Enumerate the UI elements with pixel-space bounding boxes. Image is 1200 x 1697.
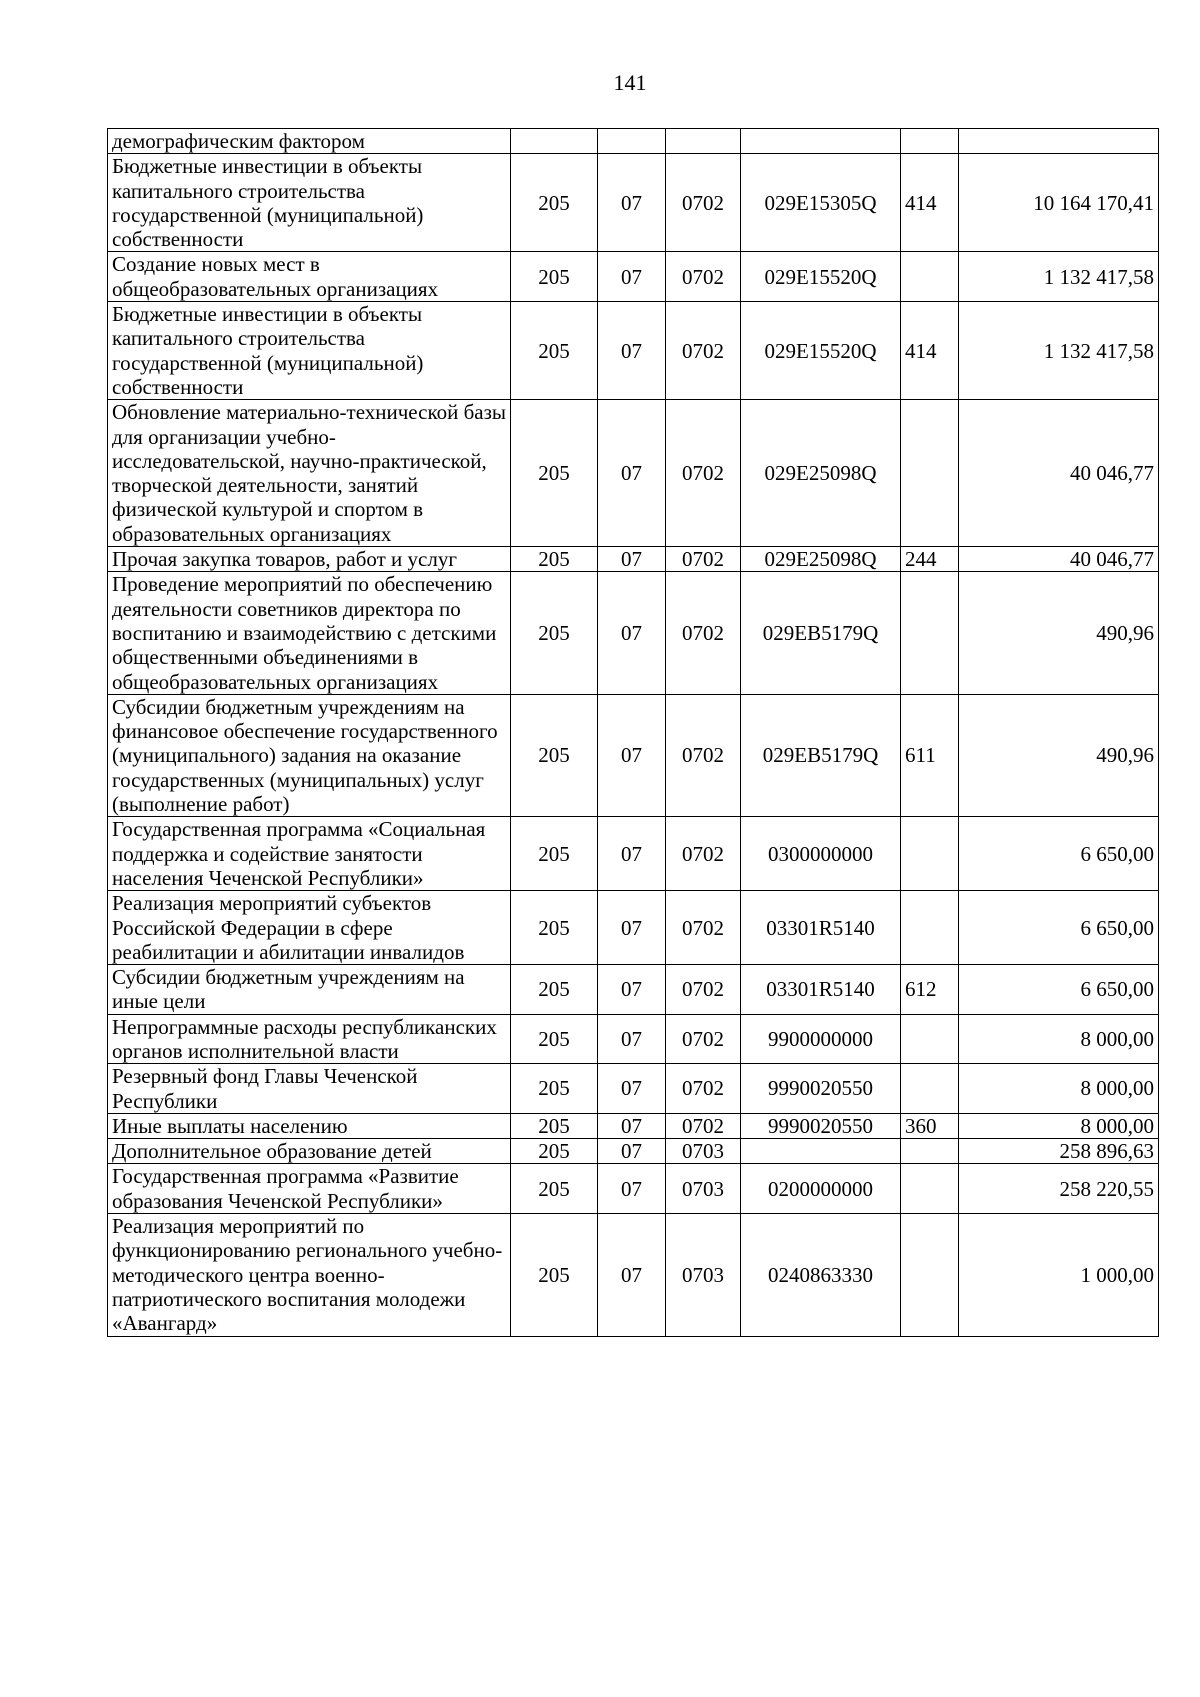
table-row	[108, 252, 1159, 302]
subsection-code-cell: 0702	[666, 154, 741, 252]
subsection-code-cell: 0702	[666, 817, 741, 891]
subsection-code-cell: 0702	[666, 400, 741, 547]
subsection-code-cell: 0702	[666, 302, 741, 400]
table-row	[108, 154, 1159, 252]
expense-type-cell	[901, 129, 959, 154]
section-code-cell: 07	[598, 154, 666, 252]
table-row	[108, 302, 1159, 400]
target-article-cell: 03301R5140	[741, 965, 901, 1015]
row-name-cell: Создание новых мест в общеобразовательных организациях	[108, 252, 511, 302]
grbs-code-cell: 205	[511, 252, 598, 302]
table-row	[108, 965, 1159, 1015]
amount-cell: 490,96	[959, 572, 1159, 694]
subsection-code-cell: 0702	[666, 1113, 741, 1138]
expense-type-cell	[901, 1064, 959, 1114]
grbs-code-cell: 205	[511, 547, 598, 572]
table-row	[108, 694, 1159, 816]
expense-type-cell: 414	[901, 154, 959, 252]
row-name-cell: Бюджетные инвестиции в объекты капитального строительства государственной (муниципальной) собственности	[108, 302, 511, 400]
amount-cell: 40 046,77	[959, 547, 1159, 572]
table-row	[108, 1064, 1159, 1114]
target-article-cell: 9900000000	[741, 1014, 901, 1064]
target-article-cell: 029E25098Q	[741, 547, 901, 572]
amount-cell: 8 000,00	[959, 1014, 1159, 1064]
expense-type-cell	[901, 1214, 959, 1336]
grbs-code-cell: 205	[511, 891, 598, 965]
target-article-cell: 03301R5140	[741, 891, 901, 965]
target-article-cell: 9990020550	[741, 1064, 901, 1114]
table-row	[108, 547, 1159, 572]
target-article-cell: 029EB5179Q	[741, 572, 901, 694]
subsection-code-cell: 0702	[666, 1064, 741, 1114]
section-code-cell	[598, 129, 666, 154]
grbs-code-cell: 205	[511, 694, 598, 816]
grbs-code-cell: 205	[511, 1214, 598, 1336]
expense-type-cell: 414	[901, 302, 959, 400]
grbs-code-cell: 205	[511, 572, 598, 694]
page-number: 141	[613, 70, 647, 95]
row-name-cell: Субсидии бюджетным учреждениям на иные цели	[108, 965, 511, 1015]
target-article-cell: 029EB5179Q	[741, 694, 901, 816]
amount-cell: 40 046,77	[959, 400, 1159, 547]
expense-type-cell	[901, 1014, 959, 1064]
row-name-cell: Субсидии бюджетным учреждениям на финансовое обеспечение государственного (муниципального) задания на оказание государственных (муниципальных) услуг (выполнение работ)	[108, 694, 511, 816]
grbs-code-cell: 205	[511, 817, 598, 891]
section-code-cell: 07	[598, 400, 666, 547]
amount-cell: 10 164 170,41	[959, 154, 1159, 252]
row-name-cell: Резервный фонд Главы Чеченской Республики	[108, 1064, 511, 1114]
section-code-cell: 07	[598, 1064, 666, 1114]
subsection-code-cell: 0702	[666, 547, 741, 572]
grbs-code-cell: 205	[511, 1139, 598, 1164]
expense-type-cell	[901, 891, 959, 965]
subsection-code-cell: 0702	[666, 572, 741, 694]
expense-type-cell: 360	[901, 1113, 959, 1138]
row-name-cell: Прочая закупка товаров, работ и услуг	[108, 547, 511, 572]
grbs-code-cell: 205	[511, 1164, 598, 1214]
amount-cell: 1 132 417,58	[959, 302, 1159, 400]
amount-cell: 6 650,00	[959, 965, 1159, 1015]
row-name-cell: демографическим фактором	[108, 129, 511, 154]
target-article-cell: 029E15520Q	[741, 252, 901, 302]
target-article-cell: 9990020550	[741, 1113, 901, 1138]
table-row	[108, 129, 1159, 154]
subsection-code-cell: 0703	[666, 1139, 741, 1164]
table-row	[108, 1164, 1159, 1214]
grbs-code-cell: 205	[511, 1014, 598, 1064]
amount-cell: 8 000,00	[959, 1113, 1159, 1138]
amount-cell: 258 220,55	[959, 1164, 1159, 1214]
table-row	[108, 891, 1159, 965]
row-name-cell: Обновление материально-технической базы для организации учебно-исследовательской, научно-практической, творческой деятельности, занятий физической культурой и спортом в образовательных организациях	[108, 400, 511, 547]
target-article-cell: 0300000000	[741, 817, 901, 891]
section-code-cell: 07	[598, 547, 666, 572]
target-article-cell: 0240863330	[741, 1214, 901, 1336]
grbs-code-cell: 205	[511, 400, 598, 547]
row-name-cell: Государственная программа «Развитие образования Чеченской Республики»	[108, 1164, 511, 1214]
table-row	[108, 817, 1159, 891]
expense-type-cell	[901, 252, 959, 302]
amount-cell	[959, 129, 1159, 154]
table-row	[108, 1014, 1159, 1064]
amount-cell: 8 000,00	[959, 1064, 1159, 1114]
subsection-code-cell: 0702	[666, 891, 741, 965]
subsection-code-cell: 0702	[666, 694, 741, 816]
section-code-cell: 07	[598, 302, 666, 400]
subsection-code-cell: 0702	[666, 1014, 741, 1064]
expense-type-cell	[901, 572, 959, 694]
row-name-cell: Государственная программа «Социальная поддержка и содействие занятости населения Чеченской Республики»	[108, 817, 511, 891]
subsection-code-cell: 0702	[666, 965, 741, 1015]
amount-cell: 6 650,00	[959, 891, 1159, 965]
amount-cell: 1 132 417,58	[959, 252, 1159, 302]
subsection-code-cell: 0702	[666, 252, 741, 302]
grbs-code-cell: 205	[511, 154, 598, 252]
table-row	[108, 1214, 1159, 1336]
grbs-code-cell: 205	[511, 965, 598, 1015]
target-article-cell	[741, 1139, 901, 1164]
table-row	[108, 1139, 1159, 1164]
section-code-cell: 07	[598, 965, 666, 1015]
expense-type-cell: 612	[901, 965, 959, 1015]
subsection-code-cell	[666, 129, 741, 154]
table-row	[108, 1113, 1159, 1138]
section-code-cell: 07	[598, 1139, 666, 1164]
row-name-cell: Иные выплаты населению	[108, 1113, 511, 1138]
amount-cell: 6 650,00	[959, 817, 1159, 891]
section-code-cell: 07	[598, 891, 666, 965]
amount-cell: 1 000,00	[959, 1214, 1159, 1336]
row-name-cell: Реализация мероприятий субъектов Российской Федерации в сфере реабилитации и абилитации инвалидов	[108, 891, 511, 965]
budget-table	[107, 128, 1159, 1337]
section-code-cell: 07	[598, 572, 666, 694]
row-name-cell: Непрограммные расходы республиканских органов исполнительной власти	[108, 1014, 511, 1064]
target-article-cell: 029E15520Q	[741, 302, 901, 400]
expense-type-cell	[901, 1139, 959, 1164]
row-name-cell: Бюджетные инвестиции в объекты капитального строительства государственной (муниципальной) собственности	[108, 154, 511, 252]
amount-cell: 490,96	[959, 694, 1159, 816]
section-code-cell: 07	[598, 694, 666, 816]
target-article-cell: 029E15305Q	[741, 154, 901, 252]
grbs-code-cell: 205	[511, 1064, 598, 1114]
section-code-cell: 07	[598, 1014, 666, 1064]
subsection-code-cell: 0703	[666, 1164, 741, 1214]
section-code-cell: 07	[598, 817, 666, 891]
section-code-cell: 07	[598, 252, 666, 302]
target-article-cell	[741, 129, 901, 154]
table-row	[108, 400, 1159, 547]
table-row	[108, 572, 1159, 694]
grbs-code-cell: 205	[511, 1113, 598, 1138]
budget-table-body	[108, 129, 1159, 1337]
expense-type-cell: 611	[901, 694, 959, 816]
expense-type-cell	[901, 1164, 959, 1214]
grbs-code-cell	[511, 129, 598, 154]
target-article-cell: 0200000000	[741, 1164, 901, 1214]
amount-cell: 258 896,63	[959, 1139, 1159, 1164]
row-name-cell: Реализация мероприятий по функционированию регионального учебно-методического центра военно-патриотического воспитания молодежи «Авангард»	[108, 1214, 511, 1336]
row-name-cell: Проведение мероприятий по обеспечению деятельности советников директора по воспитанию и взаимодействию с детскими общественными объединениями в общеобразовательных организациях	[108, 572, 511, 694]
subsection-code-cell: 0703	[666, 1214, 741, 1336]
row-name-cell: Дополнительное образование детей	[108, 1139, 511, 1164]
section-code-cell: 07	[598, 1164, 666, 1214]
target-article-cell: 029E25098Q	[741, 400, 901, 547]
expense-type-cell: 244	[901, 547, 959, 572]
section-code-cell: 07	[598, 1214, 666, 1336]
expense-type-cell	[901, 817, 959, 891]
grbs-code-cell: 205	[511, 302, 598, 400]
expense-type-cell	[901, 400, 959, 547]
section-code-cell: 07	[598, 1113, 666, 1138]
